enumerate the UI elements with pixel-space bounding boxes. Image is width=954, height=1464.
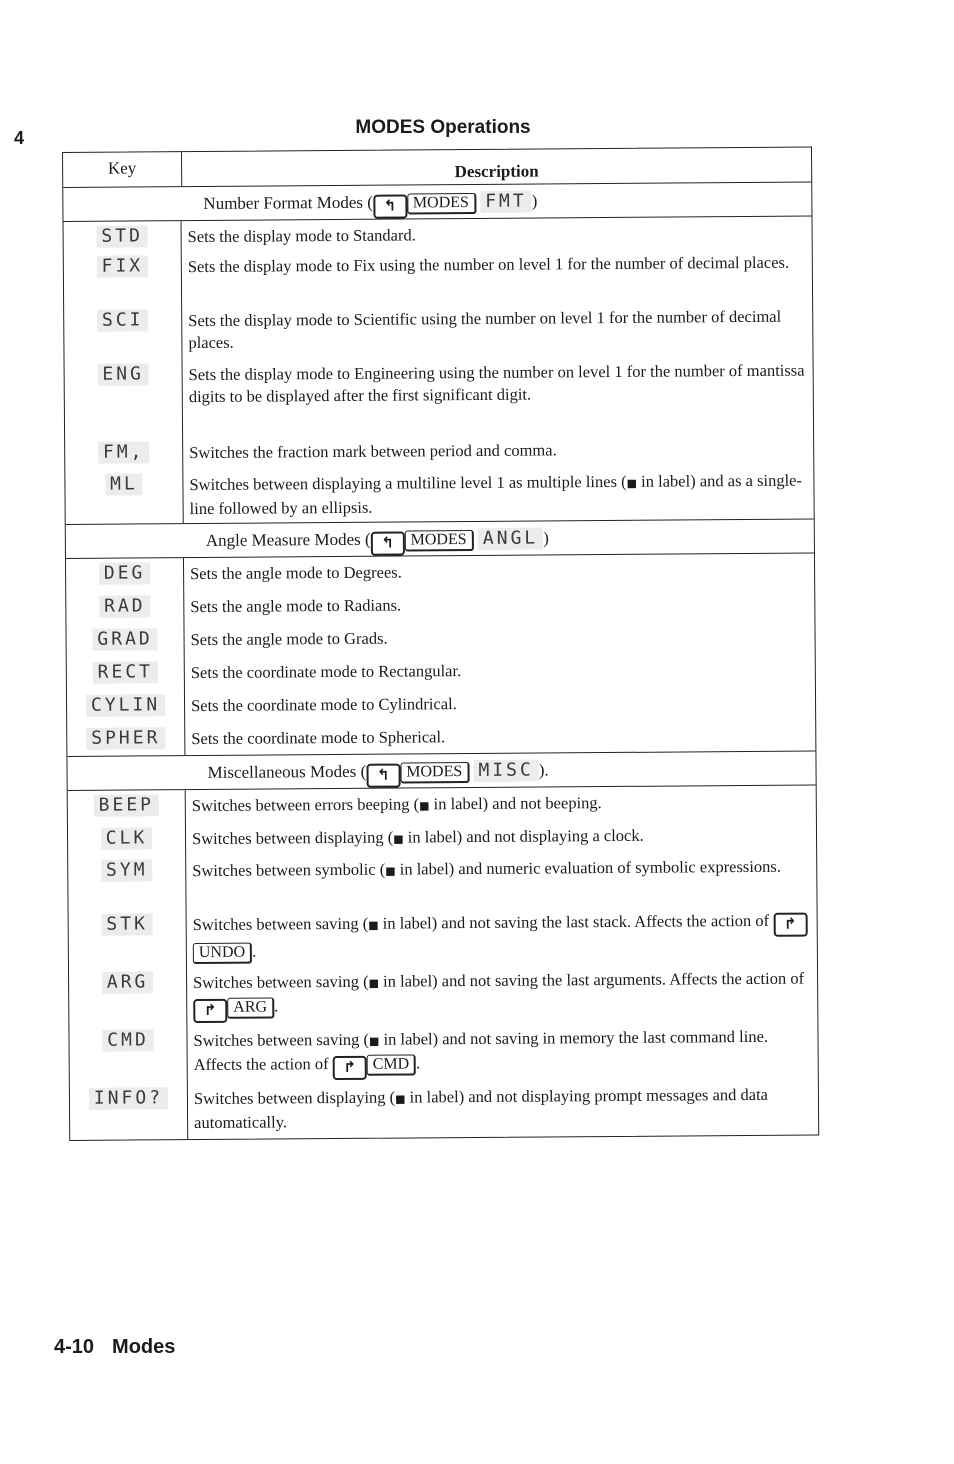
label-marker-icon: ■ [385,864,396,878]
softkey-label: GRAD [92,628,158,650]
undo-key: UNDO [193,943,252,964]
softkey-label: SYM [101,859,153,881]
softkey-label: STD [96,225,148,247]
table-row [65,355,814,438]
table-row [64,247,812,306]
table-row [69,904,817,967]
softkey-label: CYLIN [86,694,165,717]
section-title-text: Number Format Modes ( [203,192,373,213]
row-description: Switches between errors beeping (■ in label) and not beeping. [191,793,602,816]
row-description: Sets the display mode to Standard. [187,225,416,247]
left-shift-key-icon: ↰ [373,194,407,218]
table-row [66,586,814,624]
menu-softkey: ANGL [478,527,544,549]
row-description: Sets the coordinate mode to Spherical. [191,727,446,749]
table-row [69,1020,817,1083]
row-description: Switches between displaying (■ in label) and not displaying a clock. [191,825,644,849]
modes-key: MODES [405,530,474,552]
right-shift-key-icon: ↱ [333,1056,367,1080]
softkey-label: STK [101,913,153,935]
table-row [65,465,813,524]
table-row [67,718,815,755]
footer-page-number: 4-10 [54,1336,95,1358]
row-description: Switches between symbolic (■ in label) and numeric evaluation of symbolic expressions. [192,856,782,881]
cmd-key: CMD [367,1054,417,1075]
table-row [69,962,817,1025]
softkey-label: FIX [96,255,148,277]
label-marker-icon: ■ [368,1034,380,1048]
label-marker-icon: ■ [626,476,638,490]
row-description: Sets the angle mode to Grads. [190,628,388,650]
row-description: Switches between saving (■ in label) and not saving in memory the last command line. Affects the action of ↱ CMD . [187,1020,817,1083]
row-description: Switches between saving (■ in label) and not saving the last stack. Affects the action of ↱UNDO . [187,904,817,967]
row-description: Switches between displaying (■ in label) and not displaying prompt messages and data automatically. [193,1084,769,1133]
softkey-label: ENG [97,363,149,385]
modes-table [62,147,819,1141]
row-description: Sets the angle mode to Degrees. [190,562,402,584]
softkey-label: RAD [99,595,151,617]
modes-key: MODES [400,762,469,784]
page-title: MODES Operations [355,117,531,138]
row-description: Switches between saving (■ in label) and not saving the last arguments. Affects the action of ↱ ARG . [187,962,817,1025]
table-row [66,553,814,591]
label-marker-icon: ■ [368,918,379,932]
softkey-label: FM, [98,441,150,463]
softkey-label: RECT [93,661,159,683]
table-row [67,652,815,690]
softkey-label: CMD [102,1029,154,1051]
softkey-label: ARG [102,971,154,993]
label-marker-icon: ■ [393,832,404,846]
softkey-label: INFO? [89,1087,168,1110]
label-marker-icon: ■ [395,1092,406,1106]
arg-key: ARG [227,997,274,1018]
row-description: Sets the display mode to Scientific using the number on level 1 for the number of decimal places. [188,306,782,353]
chapter-number: 4 [14,128,25,148]
section-title-angle-measure: Angle Measure Modes ( ↰ MODES ANGL ) [66,518,814,558]
softkey-label: ML [105,473,143,495]
header-description: Description [454,161,539,182]
table-header [63,148,811,188]
right-shift-key-icon: ↱ [193,999,227,1023]
row-description: Switches between displaying a multiline level 1 as multiple lines (■ in label) and as a single-line followed by an ellipsis. [189,470,803,519]
table-row [68,850,816,909]
row-description: Sets the angle mode to Radians. [190,595,402,617]
table-row [67,685,815,723]
section-title-number-format: Number Format Modes ( ↰ MODES FMT ) [63,183,811,222]
row-description: Sets the display mode to Fix using the number on level 1 for the number of decimal places. [187,252,790,277]
section-title-miscellaneous: Miscellaneous Modes ( ↰ MODES MISC ). [67,750,815,790]
softkey-label: SPHER [86,727,165,750]
modes-key: MODES [407,193,476,215]
row-description: Switches the fraction mark between period and comma. [189,440,557,463]
row-description: Sets the coordinate mode to Cylindrical. [190,694,457,716]
row-description: Sets the display mode to Engineering using the number on level 1 for the number of mantissa digits to be displayed after the first significant digit. [188,360,805,407]
softkey-label: BEEP [94,794,160,816]
softkey-label: CLK [101,827,153,849]
table-row [70,1078,818,1139]
page-footer [54,1336,175,1359]
header-key: Key [63,152,182,187]
softkey-label: SCI [97,309,149,331]
table-row [66,619,814,657]
menu-softkey: MISC [473,760,539,782]
label-marker-icon: ■ [419,799,430,813]
left-shift-key-icon: ↰ [371,531,405,555]
softkey-label: DEG [99,562,151,584]
table-row [68,785,816,823]
label-marker-icon: ■ [368,976,380,990]
menu-softkey: FMT [480,191,532,213]
section-title-text: Miscellaneous Modes ( [207,761,367,782]
section-title-text: Angle Measure Modes ( [205,529,371,550]
right-shift-key-icon: ↱ [773,913,807,937]
footer-chapter: Modes [112,1336,176,1358]
table-row [64,301,812,360]
row-description: Sets the coordinate mode to Rectangular. [190,661,462,683]
left-shift-key-icon: ↰ [366,764,400,788]
